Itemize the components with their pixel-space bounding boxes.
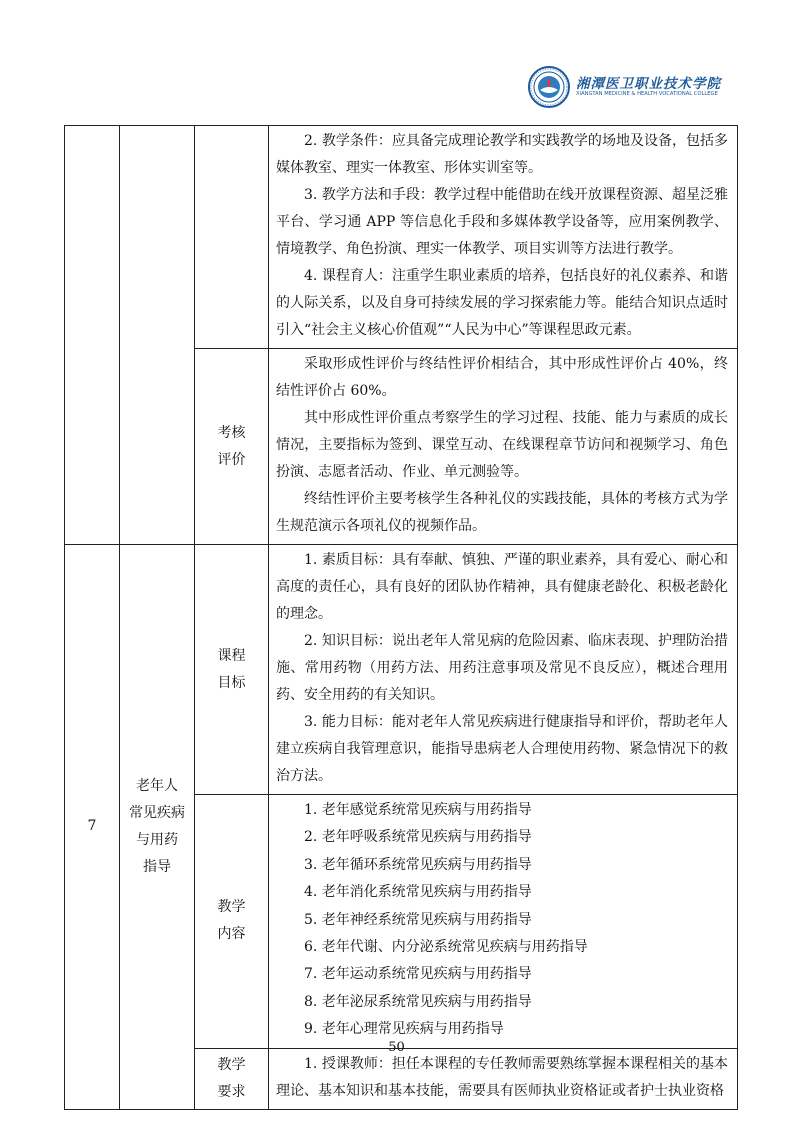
assessment-label-text: 考核 评价 — [217, 424, 246, 468]
table-row — [65, 126, 738, 349]
course-name — [120, 545, 195, 1110]
list-item: 1. 老年感觉系统常见疾病与用药指导 — [304, 802, 532, 818]
assessment-paragraph: 终结性评价主要考核学生各种礼仪的实践技能，具体的考核方式为学生规范演示各项礼仪的视频作品。 — [276, 491, 728, 534]
label-cell-continued — [195, 126, 269, 349]
course-cell-continued — [120, 126, 195, 545]
requirement-label-text: 教学 要求 — [217, 1056, 246, 1100]
teaching-content-list — [269, 795, 738, 1049]
table-row — [65, 545, 738, 795]
course-goals — [269, 545, 738, 795]
goal-paragraph: 2. 知识目标：说出老年人常见病的危险因素、临床表现、护理防治措施、常用药物（用药方法、用药注意事项及常见不良反应），概述合理用药、安全用药的有关知识。 — [276, 633, 728, 703]
college-emblem-icon — [528, 66, 570, 108]
list-item: 3. 老年循环系统常见疾病与用药指导 — [304, 856, 532, 873]
college-name-cn: 湘潭医卫职业技术学院 — [576, 76, 721, 92]
list-item: 6. 老年代谢、内分泌系统常见疾病与用药指导 — [304, 939, 588, 956]
list-item: 9. 老年心理常见疾病与用药指导 — [304, 1021, 504, 1038]
list-item: 2. 老年呼吸系统常见疾病与用药指导 — [304, 829, 532, 846]
list-item: 4. 老年消化系统常见疾病与用药指导 — [304, 884, 532, 901]
list-item: 7. 老年运动系统常见疾病与用药指导 — [304, 966, 532, 983]
curriculum-table — [64, 125, 738, 1110]
assessment-paragraph: 其中形成性评价重点考察学生的学习过程、技能、能力与素质的成长情况，主要指标为签到、课堂互动、在线课程章节访问和视频学习、角色扮演、志愿者活动、作业、单元测验等。 — [276, 410, 728, 480]
requirement-paragraph: 2. 教学条件：应具备完成理论教学和实践教学的场地及设备，包括多媒体教室、理实一体教室、形体实训室等。 — [276, 133, 728, 176]
teaching-content-label — [195, 795, 269, 1049]
assessment-paragraph: 采取形成性评价与终结性评价相结合，其中形成性评价占 40%，终结性评价占 60%。 — [276, 356, 728, 399]
content-label-text: 教学 内容 — [217, 899, 246, 943]
course-number: 7 — [65, 545, 120, 1110]
assessment-label — [195, 349, 269, 545]
teaching-requirements-label — [195, 1048, 269, 1109]
course-name-text: 老年人 常见疾病 与用药 指导 — [129, 777, 185, 875]
number-cell-continued — [65, 126, 120, 545]
requirement-paragraph: 1. 授课教师：担任本课程的专任教师需要熟练掌握本课程相关的基本理论、基本知识和基本技能，需要具有医师执业资格证或者护士执业资格 — [276, 1055, 728, 1099]
teaching-requirements-continued — [269, 126, 738, 349]
college-logo — [528, 66, 728, 110]
goal-label-text: 课程 目标 — [217, 647, 246, 691]
assessment-content — [269, 349, 738, 545]
list-item: 5. 老年神经系统常见疾病与用药指导 — [304, 911, 532, 928]
goal-paragraph: 3. 能力目标：能对老年人常见疾病进行健康指导和评价，帮助老年人建立疾病自我管理意识，能指导患病老人合理使用药物、紧急情况下的救治方法。 — [276, 714, 728, 784]
teaching-requirements — [269, 1048, 738, 1109]
requirement-paragraph: 3. 教学方法和手段：教学过程中能借助在线开放课程资源、超星泛雅平台、学习通 APP 等信息化手段和多媒体教学设备等，应用案例教学、情境教学、角色扮演、理实一体教学、项目实训等方法进行教学。 — [276, 187, 728, 257]
goal-paragraph: 1. 素质目标：具有奉献、慎独、严谨的职业素养，具有爱心、耐心和高度的责任心，具有良好的团队协作精神，具有健康老龄化、积极老龄化的理念。 — [276, 552, 728, 622]
requirement-paragraph: 4. 课程育人：注重学生职业素质的培养，包括良好的礼仪素养、和谐的人际关系，以及自身可持续发展的学习探索能力等。能结合知识点适时引入“社会主义核心价值观”“人民为中心”等课程思政元素。 — [276, 268, 728, 338]
course-goal-label — [195, 545, 269, 795]
list-item: 8. 老年泌尿系统常见疾病与用药指导 — [304, 993, 532, 1010]
college-name-en: XIANGTAN MEDICINE & HEALTH VOCATIONAL COLLEGE — [576, 91, 718, 97]
page-number: 50 — [388, 1040, 405, 1055]
